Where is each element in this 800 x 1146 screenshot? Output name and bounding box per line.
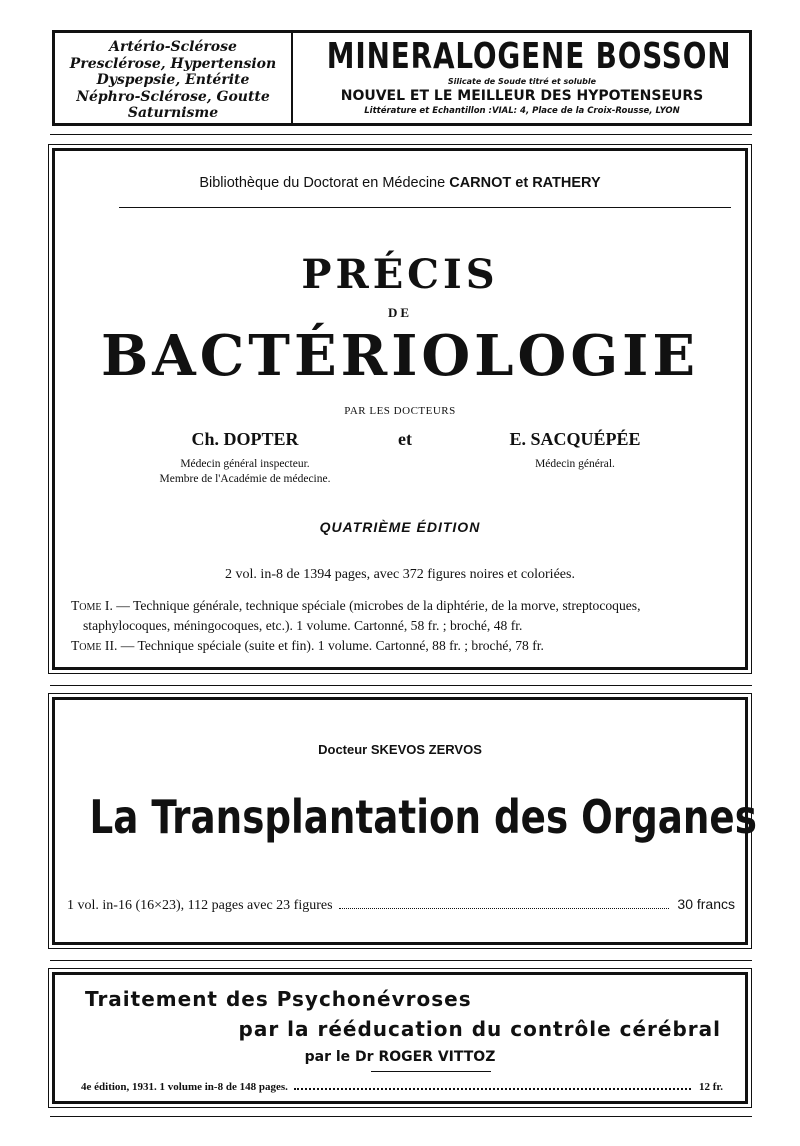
transplant-price: 30 francs: [677, 896, 735, 912]
author-sacquepee: E. SACQUÉPÉE: [509, 429, 641, 449]
ad-indication: Artério-Sclérose: [109, 39, 237, 55]
tome-label: Tome I.: [71, 598, 113, 613]
tome-1: [71, 597, 735, 615]
series-editors: CARNOT et RATHERY: [449, 175, 601, 191]
tome-text: — Technique spéciale (suite et fin). 1 volume. Cartonné, 88 fr. ; broché, 78 fr.: [117, 638, 544, 653]
author-desc-line: Médecin général inspecteur.: [180, 458, 310, 470]
transplant-desc: 1 vol. in-16 (16×23), 112 pages avec 23 figures: [67, 898, 333, 913]
divider: [119, 207, 731, 208]
tome-2: [71, 637, 735, 655]
author-dopter: Ch. DOPTER: [191, 429, 299, 449]
by-doctors: PAR LES DOCTEURS: [344, 405, 456, 417]
ad-box: [52, 30, 752, 126]
transplant-title: La Transplantation des Organes: [89, 790, 757, 844]
vittoz-title-line-1: Traitement des Psychonévroses: [85, 987, 472, 1011]
vittoz-details: [81, 1081, 723, 1093]
divider: [50, 134, 752, 135]
transplant-details: [67, 896, 735, 914]
tome-text: — Technique générale, technique spéciale (microbes de la diphtérie, de la morve, streptocoques,: [112, 598, 641, 613]
ad-indication: Saturnisme: [127, 105, 219, 121]
dot-leader: [294, 1088, 691, 1090]
author-desc-line: Membre de l'Académie de médecine.: [159, 473, 331, 485]
author-conjunction: et: [398, 429, 412, 449]
ad-indication: Presclérose, Hypertension: [69, 55, 277, 72]
vittoz-price: 12 fr.: [698, 1081, 723, 1093]
ad-indication: Dyspepsie, Entérite: [96, 72, 250, 88]
tomes-list: [71, 597, 735, 657]
transplant-box: [52, 697, 757, 945]
author-dopter-desc: [115, 457, 375, 487]
ad-tagline: NOUVEL ET LE MEILLEUR DES HYPOTENSEURS: [340, 88, 704, 104]
ad-subtitle: Silicate de Soude titré et soluble: [447, 77, 597, 86]
ad-indication: Néphro-Sclérose, Goutte: [76, 88, 270, 105]
author-sacquepee-desc: Médecin général.: [535, 458, 615, 470]
divider: [50, 960, 752, 961]
volumes-info: 2 vol. in-8 de 1394 pages, avec 372 figures noires et coloriées.: [225, 567, 575, 582]
divider: [50, 1116, 752, 1117]
vittoz-desc: 4e édition, 1931. 1 volume in-8 de 148 pages.: [81, 1081, 288, 1093]
book-title: PRÉCIS: [301, 251, 499, 298]
vittoz-author: par le Dr ROGER VITTOZ: [304, 1049, 496, 1065]
tome-label: Tome II.: [71, 638, 118, 653]
edition: QUATRIÈME ÉDITION: [319, 519, 481, 535]
dot-leader: [339, 908, 670, 909]
vittoz-box: [52, 972, 748, 1104]
ad-indications: [55, 33, 293, 123]
ad-brand: MINERALOGENE BOSSON: [326, 36, 732, 77]
book-title-de: DE: [387, 305, 413, 320]
ad-address: Littérature et Echantillon :VIAL: 4, Place de la Croix-Rousse, LYON: [364, 106, 680, 116]
series-prefix: Bibliothèque du Doctorat en Médecine: [199, 175, 446, 191]
divider: [371, 1071, 491, 1072]
book-subject: BACTÉRIOLOGIE: [100, 323, 700, 389]
tome-1-cont: staphylocoques, méningocoques, etc.). 1 volume. Cartonné, 58 fr. ; broché, 48 fr.: [83, 618, 523, 633]
divider: [50, 685, 752, 686]
series-line: [55, 175, 745, 191]
precis-box: [52, 148, 748, 670]
vittoz-title-line-2: par la rééducation du contrôle cérébral: [238, 1017, 721, 1041]
transplant-author: Docteur SKEVOS ZERVOS: [318, 742, 482, 757]
ad-brand-block: [295, 33, 749, 123]
